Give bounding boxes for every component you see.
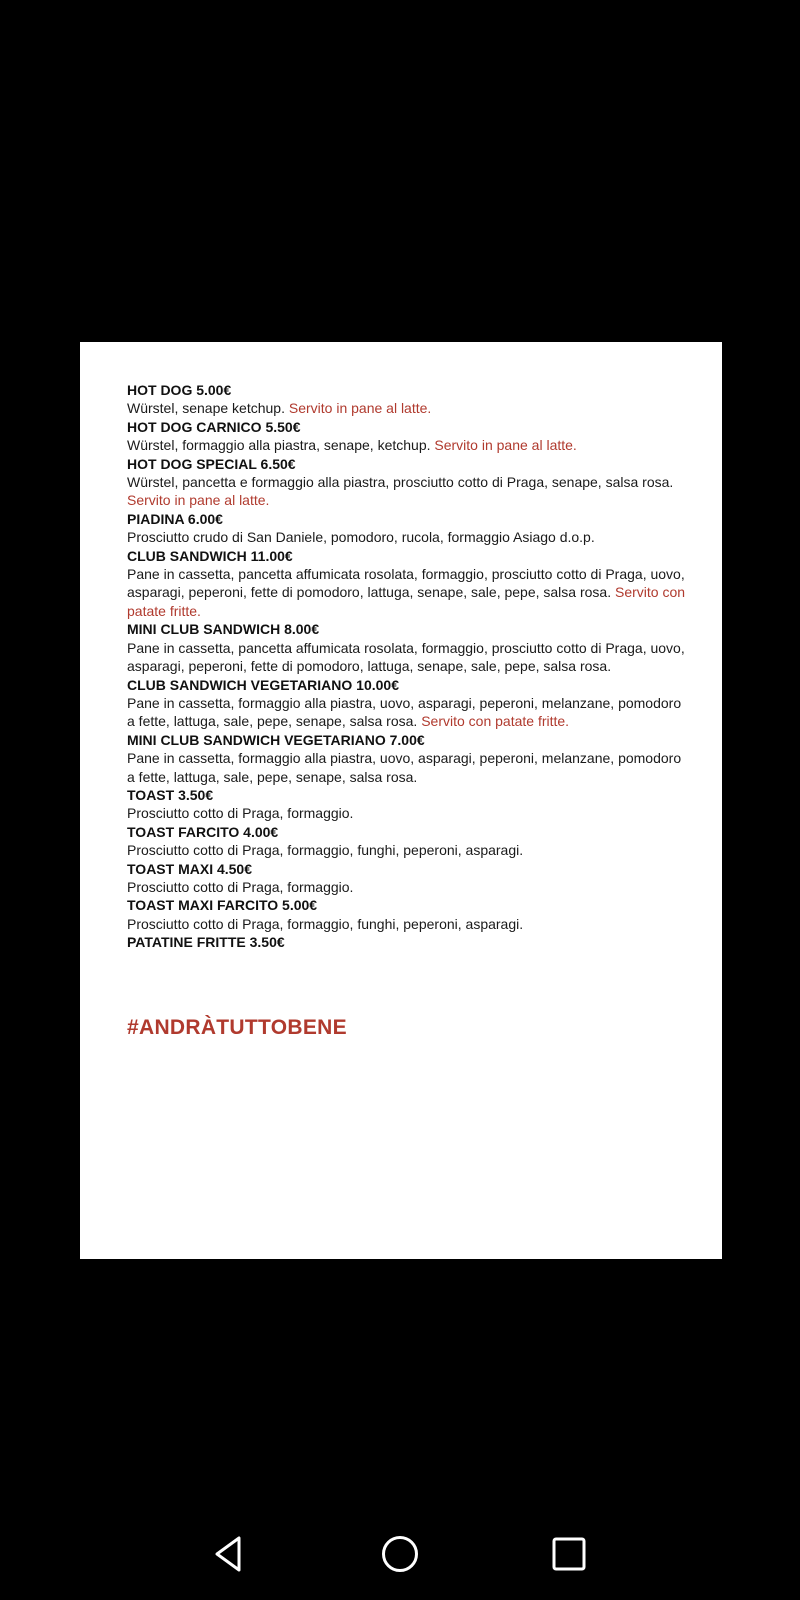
menu-item-title: TOAST FARCITO 4.00€: [127, 823, 279, 840]
navigation-bar: [0, 1504, 800, 1600]
menu-item-description: [127, 694, 687, 731]
menu-item: [127, 676, 687, 731]
home-circle-icon: [380, 1534, 420, 1574]
menu-item: [127, 455, 687, 510]
menu-item-ingredients: Würstel, pancetta e formaggio alla piastra, prosciutto cotto di Praga, senape, salsa rosa.: [127, 474, 674, 491]
menu-item-ingredients: Prosciutto crudo di San Daniele, pomodoro, rucola, formaggio Asiago d.o.p.: [127, 529, 595, 546]
menu-item: [127, 547, 687, 621]
menu-item: [127, 620, 687, 675]
menu-item-title: PATATINE FRITTE 3.50€: [127, 934, 285, 951]
home-button[interactable]: [372, 1526, 428, 1582]
menu-item: [127, 896, 687, 933]
menu-item: [127, 731, 687, 786]
menu-item: [127, 823, 687, 860]
menu-item-ingredients: Prosciutto cotto di Praga, formaggio, funghi, peperoni, asparagi.: [127, 915, 524, 932]
menu-list: [127, 381, 687, 952]
menu-item-ingredients: Pane in cassetta, formaggio alla piastra, uovo, asparagi, peperoni, melanzane, pomodoro a fette, lattuga, sale, pepe, senape, salsa rosa.: [127, 750, 682, 785]
menu-item: [127, 418, 687, 455]
menu-item-ingredients: Pane in cassetta, formaggio alla piastra, uovo, asparagi, peperoni, melanzane, pomodoro a fette, lattuga, sale, pepe, senape, salsa rosa.: [127, 694, 682, 730]
back-button[interactable]: [201, 1526, 257, 1582]
menu-item-description: [127, 565, 687, 620]
menu-item-ingredients: Würstel, senape ketchup.: [127, 400, 285, 417]
menu-item: [127, 786, 687, 823]
menu-item-description: [127, 639, 687, 676]
menu-item-serving-note: Servito in pane al latte.: [434, 437, 577, 454]
menu-item-description: [127, 749, 687, 786]
menu-item-title: MINI CLUB SANDWICH 8.00€: [127, 621, 320, 638]
menu-item-description: [127, 804, 687, 822]
menu-item-serving-note: Servito in pane al latte.: [288, 400, 432, 417]
menu-item-title: TOAST MAXI 4.50€: [127, 860, 253, 877]
recents-square-icon: [549, 1534, 589, 1574]
menu-item-description: [127, 436, 687, 454]
menu-item-description: [127, 473, 687, 510]
menu-item-title: CLUB SANDWICH VEGETARIANO 10.00€: [127, 676, 400, 693]
menu-item: [127, 381, 687, 418]
menu-item-title: TOAST MAXI FARCITO 5.00€: [127, 897, 318, 914]
menu-item-title: TOAST 3.50€: [127, 786, 214, 803]
menu-item-ingredients: Pane in cassetta, pancetta affumicata rosolata, formaggio, prosciutto cotto di Praga, uovo, asparagi, peperoni, fette di pomodoro, lattuga, senape, sale, pepe, salsa rosa.: [127, 566, 685, 601]
menu-item-title: HOT DOG SPECIAL 6.50€: [127, 455, 296, 472]
menu-item-ingredients: Pane in cassetta, pancetta affumicata rosolata, formaggio, prosciutto cotto di Praga, uovo, asparagi, peperoni, fette di pomodoro, lattuga, senape, sale, pepe, salsa rosa.: [127, 639, 685, 675]
menu-item-ingredients: Prosciutto cotto di Praga, formaggio.: [127, 805, 354, 822]
menu-item-title: HOT DOG CARNICO 5.50€: [127, 418, 301, 435]
menu-image: [80, 342, 722, 1259]
menu-item-description: [127, 528, 687, 546]
menu-item-title: CLUB SANDWICH 11.00€: [127, 547, 293, 564]
menu-item-description: [127, 841, 687, 859]
back-triangle-icon: [209, 1534, 249, 1574]
menu-item-description: [127, 399, 687, 417]
menu-item: [127, 860, 687, 897]
recents-button[interactable]: [541, 1526, 597, 1582]
menu-item-description: [127, 915, 687, 933]
hashtag-text: #ANDRÀTUTTOBENE: [127, 1016, 347, 1039]
menu-item-title: HOT DOG 5.00€: [127, 382, 232, 398]
menu-item-serving-note: Servito con patate fritte.: [127, 584, 686, 619]
menu-item-ingredients: Würstel, formaggio alla piastra, senape, ketchup.: [127, 437, 431, 454]
menu-item-title: MINI CLUB SANDWICH VEGETARIANO 7.00€: [127, 731, 425, 748]
menu-item: [127, 510, 687, 547]
menu-item-serving-note: Servito in pane al latte.: [127, 492, 270, 509]
menu-item-title: PIADINA 6.00€: [127, 510, 223, 527]
menu-item-ingredients: Prosciutto cotto di Praga, formaggio, funghi, peperoni, asparagi.: [127, 842, 524, 859]
menu-item: [127, 933, 687, 951]
menu-item-ingredients: Prosciutto cotto di Praga, formaggio.: [127, 878, 354, 895]
menu-item-description: [127, 878, 687, 896]
menu-item-serving-note: Servito con patate fritte.: [421, 713, 570, 730]
